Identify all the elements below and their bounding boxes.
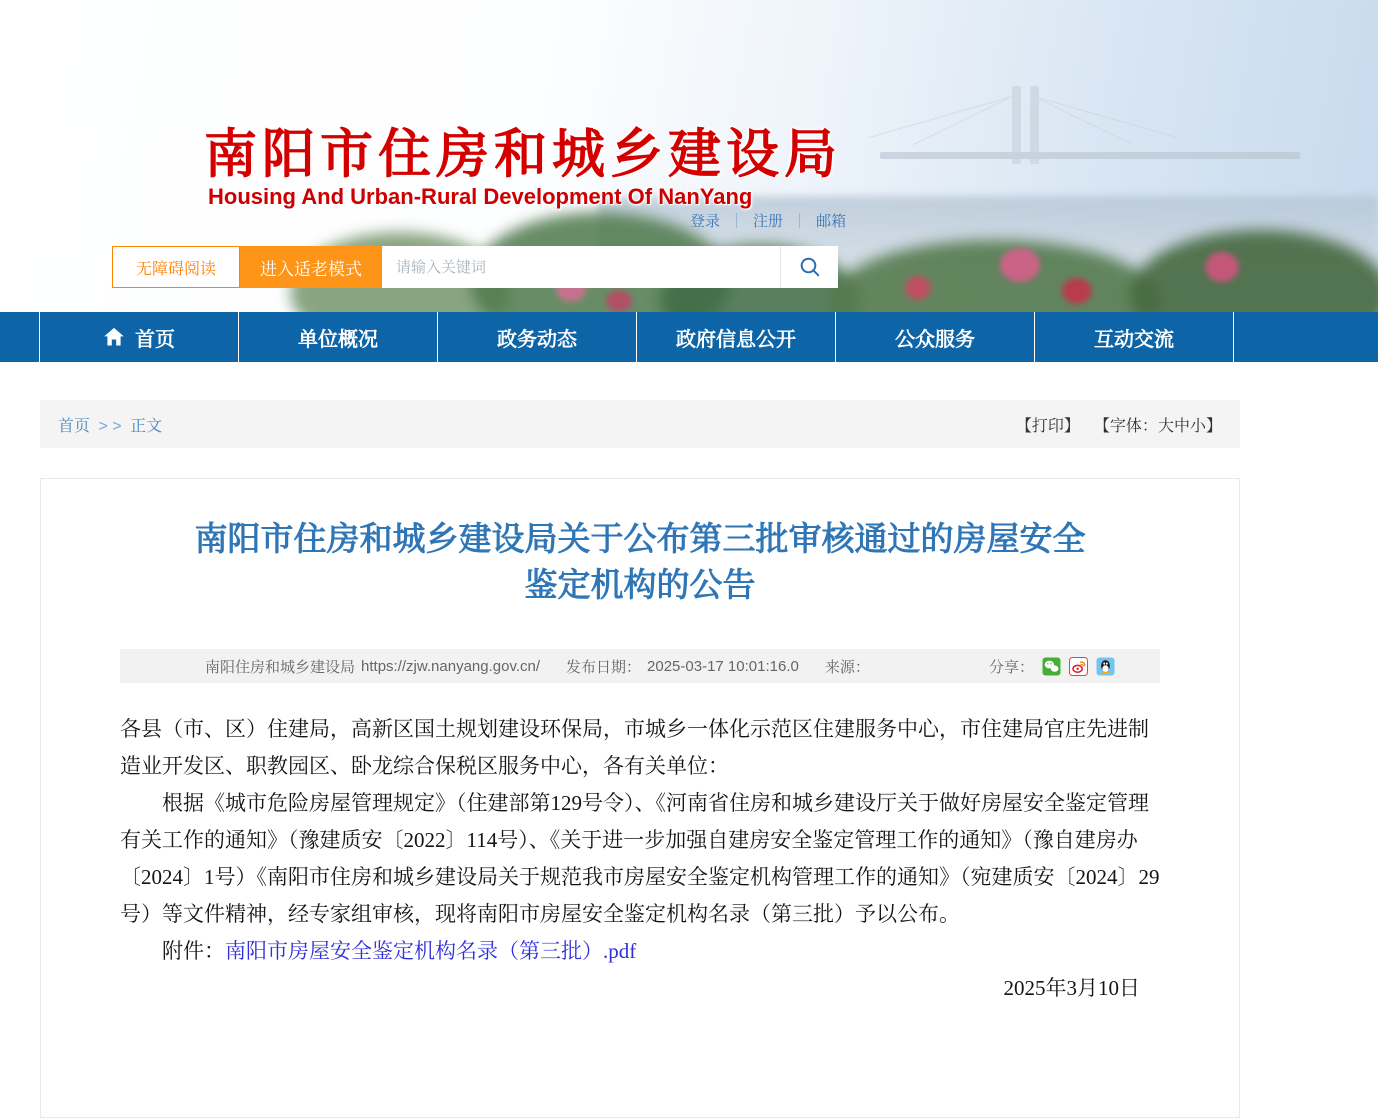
nav-spacer: [1234, 312, 1378, 362]
publish-date-label: 发布日期：: [566, 658, 642, 676]
font-size-label-close: 】: [1205, 417, 1222, 435]
register-link[interactable]: 注册: [753, 213, 784, 230]
nav-item-overview[interactable]: [239, 312, 438, 362]
article-title-line1: 南阳市住房和城乡建设局关于公布第三批审核通过的房屋安全: [194, 520, 1086, 557]
article-meta-info: [120, 656, 870, 677]
font-size-label: 【字体：: [1093, 417, 1158, 435]
mailbox-link[interactable]: 邮箱: [816, 213, 847, 230]
article-paragraph: 根据《城市危险房屋管理规定》（住建部第129号令）、《河南省住房和城乡建设厅关于做好房屋安全鉴定管理有关工作的通知》（豫建质安〔2022〕114号）、《关于进一步加强自建房安全鉴定管理工作的通知》（豫自建房办〔2024〕1号）《南阳市住房和城乡建设局关于规范我市房屋安全鉴定机构管理工作的通知》（宛建质安〔2024〕29号）等文件精神，经专家组审核，现将南阳市房屋安全鉴定机构名录（第三批）予以公布。: [120, 791, 1160, 926]
site-logo-title: 南阳市住房和城乡建设局: [204, 125, 842, 184]
qq-share-icon[interactable]: [1096, 657, 1115, 676]
font-size-control: [1094, 413, 1222, 436]
search-icon: [798, 255, 822, 279]
divider: ｜: [792, 213, 808, 230]
nav-item-interaction[interactable]: [1035, 312, 1234, 362]
nav-item-label: 政府信息公开: [676, 328, 796, 351]
nav-item-info-disclosure[interactable]: [637, 312, 836, 362]
nav-item-label: 公众服务: [895, 328, 975, 351]
attachment-label: 附件：: [162, 939, 225, 963]
search-button[interactable]: [780, 246, 838, 288]
share-label: 分享：: [988, 658, 1034, 676]
attachment-pdf-link[interactable]: 南阳市房屋安全鉴定机构名录（第三批）.pdf: [225, 939, 637, 963]
attachment-row: [120, 933, 1160, 970]
flower-decoration: [1000, 248, 1040, 282]
breadcrumb-current: 正文: [130, 417, 163, 435]
site-logo-subtitle: Housing And Urban-Rural Development Of NanYang: [208, 184, 753, 209]
header-toolbar: [112, 246, 838, 288]
search-box: [382, 246, 838, 288]
font-size-small-button[interactable]: 小: [1189, 417, 1206, 435]
source-url: https://zjw.nanyang.gov.cn/: [361, 657, 541, 675]
source-name: 南阳住房和城乡建设局: [205, 658, 356, 676]
share-tools: [989, 656, 1160, 677]
article-title: [41, 516, 1239, 608]
login-link[interactable]: 登录: [690, 213, 721, 230]
origin-label: 来源：: [824, 658, 870, 676]
nav-item-label: 互动交流: [1094, 328, 1174, 351]
divider: ｜: [729, 213, 745, 230]
search-input[interactable]: [382, 247, 780, 287]
weibo-share-icon[interactable]: [1069, 657, 1088, 676]
main-nav: [0, 312, 1378, 362]
account-links: [690, 210, 847, 231]
font-size-large-button[interactable]: 大: [1157, 417, 1174, 435]
nav-item-label: 政务动态: [497, 328, 577, 351]
flower-decoration: [1205, 252, 1239, 282]
wechat-share-icon[interactable]: [1042, 657, 1061, 676]
nav-item-home[interactable]: [40, 312, 239, 362]
nav-item-gov-news[interactable]: [438, 312, 637, 362]
article-container: [40, 478, 1240, 1118]
elder-mode-button[interactable]: 进入适老模式: [240, 246, 382, 288]
accessibility-button[interactable]: 无障碍阅读: [112, 246, 240, 288]
site-banner: [0, 0, 1378, 312]
font-size-medium-button[interactable]: 中: [1173, 417, 1190, 435]
flower-decoration: [606, 290, 632, 312]
article-sign-date: 2025年3月10日: [1003, 976, 1140, 1000]
breadcrumb-home-link[interactable]: 首页: [58, 417, 91, 435]
breadcrumb-separator: > >: [98, 417, 122, 435]
breadcrumb: [58, 413, 162, 436]
breadcrumb-bar: [40, 400, 1240, 448]
flower-decoration: [1062, 278, 1092, 304]
print-button[interactable]: 【打印】: [1015, 417, 1080, 435]
flower-decoration: [905, 276, 931, 300]
article-paragraph: 各县（市、区）住建局，高新区国土规划建设环保局，市城乡一体化示范区住建服务中心，市住建局官庄先进制造业开发区、职教园区、卧龙综合保税区服务中心，各有关单位：: [120, 717, 1149, 778]
article-title-line2: 鉴定机构的公告: [524, 566, 756, 603]
publish-date-value: 2025-03-17 10:01:16.0: [647, 657, 799, 675]
nav-item-public-service[interactable]: [836, 312, 1035, 362]
nav-item-label: 单位概况: [298, 328, 378, 351]
nav-item-label: 首页: [135, 328, 175, 351]
article-body: [120, 711, 1160, 1007]
page-tools: [1016, 413, 1222, 436]
nav-spacer: [0, 312, 40, 362]
home-icon: [103, 326, 125, 348]
article-meta-bar: [120, 649, 1160, 683]
